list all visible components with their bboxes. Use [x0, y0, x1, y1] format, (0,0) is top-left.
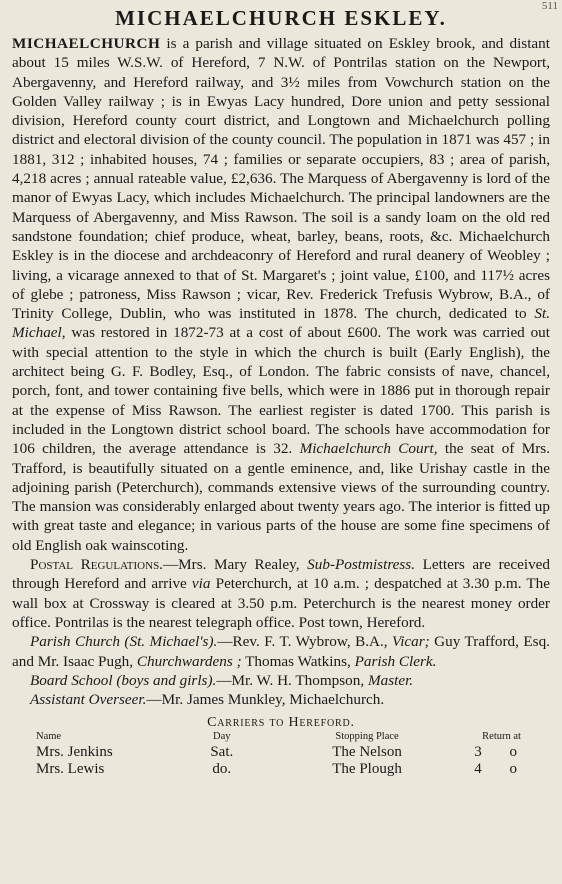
carrier-name: Mrs. Jenkins — [36, 744, 113, 761]
postal-text-c: Peterchurch, at 10 a.m. ; despatched at 3.30 p.m. The wall box at Crossway is cleared at 3.50 p.m. Peterchurch is the nearest money order office. Pontrilas is the nearest telegraph office. Post town, Hereford. — [12, 575, 550, 631]
church-heading: Parish Church (St. Michael's). — [30, 633, 218, 651]
church-text-b: Guy Trafford, Esq. and Mr. Isaac Pugh, — [12, 633, 550, 670]
court-name: Michaelchurch Court — [299, 440, 434, 458]
carrier-day: do. — [212, 761, 232, 778]
carriers-header-row — [12, 731, 550, 744]
overseer-paragraph — [12, 690, 550, 709]
overseer-heading: Assistant Overseer. — [30, 691, 147, 709]
carrier-place: The Plough — [332, 761, 402, 778]
column-header-place: Stopping Place — [335, 731, 399, 743]
lead-word: MICHAELCHURCH — [12, 35, 161, 52]
main-body — [12, 34, 550, 709]
table-row — [12, 761, 550, 778]
postal-text-b: Letters are received through Hereford and arrive — [12, 556, 550, 593]
column-header-name: Name — [36, 731, 62, 743]
paragraph-text-b: , was restored in 1872-73 at a cost of about £600. The work was carried out with special attention to the style in which the church is built (Early English), the architect being G. F. Bodley, Esq., of London. The fabric consists of nave, chancel, porch, font, and tower containing five bells, which were in 1886 put in thorough repair at the expense of Miss Rawson. The earliest register is dated 1700. This parish is included in the Longtown district school board. The schools have accommodation for 106 children, the average attendance is 32. — [12, 324, 550, 458]
overseer-text: —Mr. James Munkley, Michaelchurch. — [146, 691, 385, 709]
page-title: MICHAELCHURCH ESKLEY. — [115, 6, 447, 30]
page-number: 511 — [541, 0, 558, 12]
church-paragraph — [12, 632, 550, 671]
church-vicar: Vicar; — [392, 633, 430, 651]
postal-via: via — [191, 575, 211, 593]
carrier-name: Mrs. Lewis — [36, 761, 105, 778]
school-text: —Mr. W. H. Thompson, — [216, 671, 368, 689]
postal-heading: Postal Regulations. — [30, 556, 163, 574]
school-master: Master. — [367, 671, 414, 689]
postal-role: Sub-Postmistress. — [307, 556, 416, 574]
school-paragraph — [12, 671, 550, 690]
dedication-name: St. Michael — [12, 305, 550, 342]
church-text: —Rev. F. T. Wybrow, B.A., — [217, 633, 393, 651]
postal-paragraph — [12, 555, 550, 632]
carriers-table — [12, 731, 550, 778]
school-heading: Board School (boys and girls). — [30, 671, 217, 689]
carrier-return: 4 o — [474, 761, 529, 778]
paragraph-text-c: , the seat of Mrs. Trafford, is beautifully situated on a gentle eminence, and, like Urishay castle in the adjoining parish (Peterchurch), commands extensive views of the surrounding country. The mansion was considerably enlarged about twenty years ago. The interior is fitted up with great taste and elegance; in various parts of the house are some fine specimens of old English oak wainscoting. — [12, 440, 550, 554]
postal-text: —Mrs. Mary Realey, — [162, 556, 308, 574]
carrier-return: 3 o — [474, 744, 529, 761]
table-row — [12, 744, 550, 761]
column-header-day: Day — [213, 731, 231, 743]
church-clerk: Parish Clerk. — [354, 652, 437, 670]
church-text-c: Thomas Watkins, — [241, 652, 355, 670]
carriers-heading: Carriers to Hereford. — [207, 715, 355, 731]
description-paragraph — [12, 34, 550, 555]
column-header-return: Return at — [482, 731, 521, 743]
carrier-place: The Nelson — [332, 744, 402, 761]
paragraph-text: is a parish and village situated on Eskley brook, and distant about 15 miles W.S.W. of Hereford, 7 N.W. of Pontrilas station on the Newport, Abergavenny, and Hereford railway, and 3½ miles from Vowchurch station on the Golden Valley railway ; is in Ewyas Lacy hundred, Dore union and petty sessional division, Hereford county court district, and Longtown and Michaelchurch polling district and electoral division of the county council. The population in 1871 was 457 ; in 1881, 312 ; inhabited houses, 74 ; families or separate occupiers, 83 ; area of parish, 4,218 acres ; annual rateable value, £2,636. The Marquess of Abergavenny is lord of the manor of Ewyas Lacy, which includes Michaelchurch. The principal landowners are the Marquess of Abergavenny, and Miss Rawson. The soil is a sandy loam on the old red sandstone foundation; chief produce, wheat, barley, beans, roots, &c. Michaelchurch Eskley is in the diocese and archdeaconry of Hereford and rural deanery of Weobley ; living, a vicarage annexed to that of St. Margaret's ; joint value, £100, and 117½ acres of glebe ; patroness, Miss Rawson ; vicar, Rev. Frederick Trefusis Wybrow, B.A., of Trinity College, Dublin, who was instituted in 1878. The church, dedicated to — [12, 35, 550, 323]
church-wardens: Churchwardens ; — [136, 652, 242, 670]
carrier-day: Sat. — [210, 744, 234, 761]
